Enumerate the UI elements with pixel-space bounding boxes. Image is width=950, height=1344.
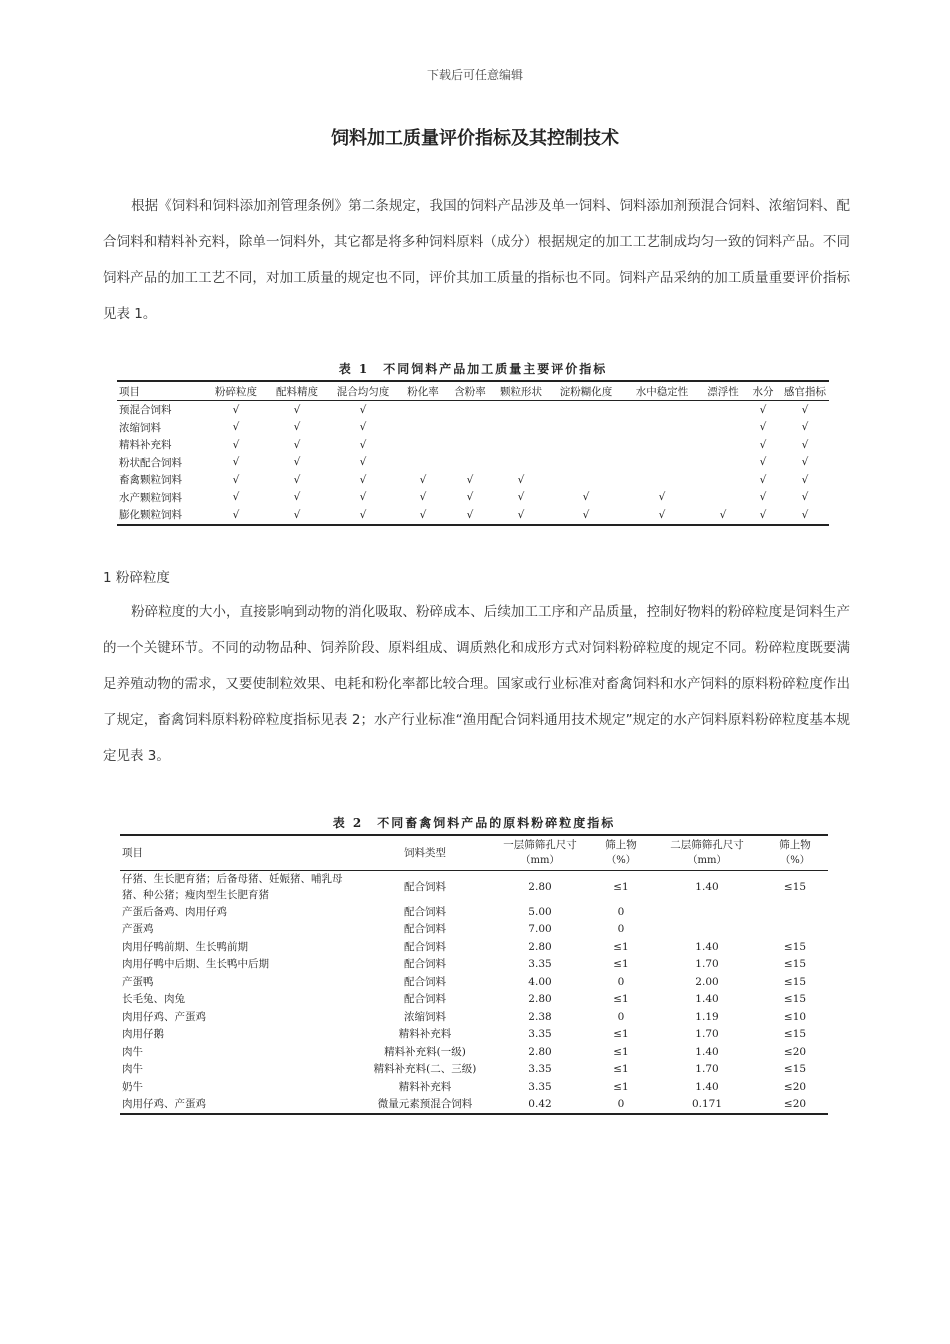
value-cell: [652, 903, 762, 921]
check-cell: √: [493, 506, 549, 525]
value-cell: 2.00: [695, 975, 719, 988]
check-cell: [701, 471, 745, 489]
value-cell: 配合饲料: [404, 940, 446, 953]
value-cell: 2.80: [528, 881, 552, 893]
row-label: 肉用仔鹅: [122, 1028, 164, 1041]
value-cell: 3.35: [528, 958, 552, 971]
value-cell: [762, 921, 828, 939]
check-cell: √: [801, 421, 809, 434]
particle-size-paragraph: [103, 594, 850, 774]
table-2: [120, 812, 828, 1115]
check-cell: [549, 436, 623, 454]
check-cell: √: [232, 438, 240, 451]
check-cell: [623, 401, 701, 419]
table-row: [120, 903, 828, 921]
value-cell: ≤1: [613, 993, 629, 1006]
value-cell: ≤15: [783, 881, 807, 893]
table-row: [120, 938, 828, 956]
row-label: 奶牛: [122, 1080, 143, 1093]
header-unit: （mm）: [687, 855, 727, 866]
value-cell: ≤1: [613, 1080, 629, 1093]
table-1-grid: [117, 380, 829, 526]
value-cell: 7.00: [528, 923, 552, 936]
check-cell: √: [447, 506, 493, 525]
table-row: [120, 973, 828, 991]
row-label: 肉牛: [122, 1063, 143, 1076]
table-row: [120, 1096, 828, 1115]
check-cell: √: [801, 438, 809, 451]
value-cell: ≤15: [783, 975, 807, 988]
value-cell: 5.00: [528, 905, 552, 918]
value-cell: 精料补充料: [398, 1028, 452, 1041]
value-cell: 精料补充料(一级): [384, 1045, 466, 1058]
check-cell: √: [582, 491, 590, 504]
table-row: [120, 956, 828, 974]
table-1-header-cell: 粉碎粒度: [205, 381, 267, 401]
row-label: 产蛋鸡: [122, 923, 154, 936]
check-cell: √: [658, 491, 666, 504]
table-2-grid: [120, 834, 828, 1115]
value-cell: ≤15: [783, 1063, 807, 1076]
value-cell: 3.35: [528, 1063, 552, 1076]
row-label: 畜禽颗粒饲料: [119, 474, 182, 487]
check-cell: √: [293, 438, 301, 451]
table-2-header-cell: [360, 835, 490, 871]
row-label: 膨化颗粒饲料: [117, 506, 205, 525]
table-1-header-cell: 混合均匀度: [327, 381, 399, 401]
row-label: 仔猪、生长肥育猪；后备母猪、妊娠猪、哺乳母猪、种公猪；瘦肉型生长肥育猪: [122, 873, 343, 901]
check-cell: √: [327, 506, 399, 525]
row-label: 水产颗粒饲料: [119, 491, 182, 504]
value-cell: 1.40: [695, 1080, 719, 1093]
check-cell: [493, 419, 549, 437]
table-1-caption: 表 1 不同饲料产品加工质量主要评价指标: [338, 362, 608, 376]
check-cell: √: [745, 506, 781, 525]
value-cell: 3.35: [528, 1080, 552, 1093]
check-cell: [399, 419, 447, 437]
value-cell: 3.35: [528, 1028, 552, 1041]
check-cell: √: [232, 491, 240, 504]
value-cell: 4.00: [528, 975, 552, 988]
value-cell: 1.19: [695, 1010, 719, 1023]
value-cell: 0: [617, 923, 625, 936]
check-cell: √: [419, 491, 427, 504]
value-cell: 2.80: [528, 1045, 552, 1058]
value-cell: ≤1: [613, 940, 629, 953]
page-title: 饲料加工质量评价指标及其控制技术: [331, 128, 619, 149]
intro-paragraph: [103, 188, 850, 332]
value-cell: 2.38: [528, 1010, 552, 1023]
value-cell: 配合饲料: [404, 905, 446, 918]
value-cell: 1.40: [695, 993, 719, 1006]
row-label: 肉用仔鸡、产蛋鸡: [120, 1096, 360, 1115]
table-row: [117, 471, 829, 489]
value-cell: 配合饲料: [404, 881, 446, 893]
value-cell: ≤15: [783, 940, 807, 953]
check-cell: √: [759, 473, 767, 486]
value-cell: ≤15: [783, 958, 807, 971]
check-cell: √: [549, 506, 623, 525]
table-1-header-cell: 漂浮性: [701, 381, 745, 401]
value-cell: ≤1: [613, 1028, 629, 1041]
check-cell: √: [517, 491, 525, 504]
check-cell: √: [701, 506, 745, 525]
table-2-header-row: [120, 835, 828, 871]
check-cell: [493, 436, 549, 454]
value-cell: 1.40: [695, 940, 719, 953]
value-cell: 0: [617, 975, 625, 988]
table-row: [120, 1026, 828, 1044]
table-2-header-cell: [762, 835, 828, 871]
header-label: 饲料类型: [404, 846, 446, 859]
check-cell: √: [759, 403, 767, 416]
value-cell: 配合饲料: [404, 958, 446, 971]
row-label: 产蛋后备鸡、肉用仔鸡: [122, 905, 227, 918]
check-cell: √: [205, 506, 267, 525]
header-label: 二层筛筛孔尺寸: [670, 839, 744, 851]
row-label: 产蛋鸭: [122, 975, 154, 988]
value-cell: [762, 903, 828, 921]
check-cell: [623, 454, 701, 472]
value-cell: ≤20: [762, 1096, 828, 1115]
table-row: [120, 1061, 828, 1079]
check-cell: [399, 436, 447, 454]
table-row: [120, 1078, 828, 1096]
value-cell: 0: [590, 1096, 652, 1115]
table-row: [117, 454, 829, 472]
row-label: 精料补充料: [119, 439, 172, 452]
check-cell: [701, 454, 745, 472]
header-label: 一层筛筛孔尺寸: [503, 839, 577, 851]
value-cell: ≤1: [613, 881, 629, 893]
table-1-header-cell: 感官指标: [781, 381, 829, 401]
table-2-header-cell: [120, 835, 360, 871]
table-row: [120, 871, 828, 904]
check-cell: [493, 401, 549, 419]
value-cell: 0: [617, 1010, 625, 1023]
check-cell: √: [781, 506, 829, 525]
value-cell: 0: [617, 905, 625, 918]
header-label: 筛上物: [605, 839, 637, 851]
row-label: 浓缩饲料: [119, 421, 161, 434]
value-cell: ≤15: [783, 1028, 807, 1041]
check-cell: √: [293, 456, 301, 469]
check-cell: √: [517, 473, 525, 486]
check-cell: [701, 419, 745, 437]
check-cell: [447, 436, 493, 454]
table-2-header-cell: [590, 835, 652, 871]
check-cell: √: [801, 456, 809, 469]
check-cell: [447, 419, 493, 437]
check-cell: √: [359, 421, 367, 434]
table-1-header-cell: 配料精度: [267, 381, 327, 401]
check-cell: √: [359, 403, 367, 416]
value-cell: ≤1: [613, 1045, 629, 1058]
check-cell: √: [293, 403, 301, 416]
table-1-header-cell: 水中稳定性: [623, 381, 701, 401]
check-cell: √: [232, 456, 240, 469]
check-cell: √: [267, 506, 327, 525]
check-cell: [623, 419, 701, 437]
row-label: 肉牛: [122, 1045, 143, 1058]
check-cell: √: [801, 403, 809, 416]
check-cell: √: [399, 506, 447, 525]
value-cell: 1.70: [695, 1028, 719, 1041]
check-cell: [549, 401, 623, 419]
value-cell: 配合饲料: [404, 993, 446, 1006]
value-cell: 1.70: [695, 1063, 719, 1076]
check-cell: √: [759, 491, 767, 504]
table-row: [117, 506, 829, 525]
row-label: 长毛兔、肉兔: [122, 993, 185, 1006]
check-cell: [623, 436, 701, 454]
check-cell: √: [466, 491, 474, 504]
row-label: 预混合饲料: [119, 404, 172, 417]
check-cell: [493, 454, 549, 472]
header-unit: （%）: [780, 855, 810, 866]
check-cell: [701, 436, 745, 454]
check-cell: √: [293, 491, 301, 504]
value-cell: 1.40: [695, 881, 719, 893]
header-label: 筛上物: [779, 839, 811, 851]
check-cell: [549, 419, 623, 437]
value-cell: 配合饲料: [404, 923, 446, 936]
check-cell: √: [232, 421, 240, 434]
check-cell: [623, 471, 701, 489]
value-cell: 配合饲料: [404, 975, 446, 988]
table-1-header-cell: 颗粒形状: [493, 381, 549, 401]
value-cell: 1.70: [695, 958, 719, 971]
check-cell: √: [232, 473, 240, 486]
table-1-body: [117, 401, 829, 525]
value-cell: ≤1: [613, 958, 629, 971]
table-row: [117, 401, 829, 419]
section-heading: 1 粉碎粒度: [103, 570, 170, 586]
check-cell: [701, 401, 745, 419]
header-unit: （mm）: [520, 855, 560, 866]
check-cell: √: [466, 473, 474, 486]
check-cell: √: [759, 421, 767, 434]
value-cell: 2.80: [528, 940, 552, 953]
header-unit: （%）: [606, 855, 636, 866]
table-row: [120, 991, 828, 1009]
table-row: [117, 489, 829, 507]
check-cell: [549, 454, 623, 472]
check-cell: [399, 454, 447, 472]
check-cell: √: [419, 473, 427, 486]
intro-text: 根据《饲料和饲料添加剂管理条例》第二条规定，我国的饲料产品涉及单一饲料、饲料添加剂预混合饲料、浓缩饲料、配合饲料和精料补充料，除单一饲料外，其它都是将多种饲料原料（成分）根据规定的加工工艺制成均匀一致的饲料产品。不同饲料产品的加工工艺不同，对加工质量的规定也不同，评价其加工质量的指标也不同。饲料产品采纳的加工质量重要评价指标见表 1。: [103, 198, 850, 322]
table-1-header-cell: 含粉率: [447, 381, 493, 401]
check-cell: √: [293, 421, 301, 434]
table-2-caption: 表 2 不同畜禽饲料产品的原料粉碎粒度指标: [332, 816, 616, 830]
value-cell: ≤15: [783, 993, 807, 1006]
check-cell: [447, 401, 493, 419]
check-cell: √: [359, 491, 367, 504]
check-cell: [447, 454, 493, 472]
table-row: [120, 921, 828, 939]
check-cell: √: [359, 438, 367, 451]
check-cell: √: [359, 473, 367, 486]
value-cell: 浓缩饲料: [404, 1010, 446, 1023]
table-2-body: [120, 871, 828, 1115]
check-cell: [701, 489, 745, 507]
value-cell: 0.171: [652, 1096, 762, 1115]
row-label: 肉用仔鸡、产蛋鸡: [122, 1010, 206, 1023]
value-cell: 微量元素预混合饲料: [360, 1096, 490, 1115]
table-row: [120, 1008, 828, 1026]
check-cell: √: [801, 473, 809, 486]
value-cell: ≤20: [783, 1045, 807, 1058]
value-cell: 精料补充料: [398, 1080, 452, 1093]
value-cell: 精料补充料(二、三级): [373, 1063, 477, 1076]
header-label: 项目: [122, 846, 143, 859]
row-label: 粉状配合饲料: [119, 456, 182, 469]
value-cell: 0.42: [490, 1096, 590, 1115]
check-cell: √: [232, 403, 240, 416]
check-cell: √: [359, 456, 367, 469]
particle-size-text: 粉碎粒度的大小，直接影响到动物的消化吸取、粉碎成本、后续加工工序和产品质量，控制好物料的粉碎粒度是饲料生产的一个关键环节。不同的动物品种、饲养阶段、原料组成、调质熟化和成形方式对饲料粉碎粒度的规定不同。粉碎粒度既要满足养殖动物的需求，又要使制粒效果、电耗和粉化率都比较合理。国家或行业标准对畜禽饲料和水产饲料的原料粉碎粒度作出了规定，畜禽饲料原料粉碎粒度指标见表 2；水产行业标准“渔用配合饲料通用技术规定”规定的水产饲料原料粉碎粒度基本规定见表 3。: [103, 604, 850, 764]
table-1-header-row: [117, 381, 829, 401]
value-cell: ≤20: [783, 1080, 807, 1093]
value-cell: 2.80: [528, 993, 552, 1006]
table-1: [117, 358, 829, 526]
check-cell: [399, 401, 447, 419]
value-cell: ≤10: [783, 1010, 807, 1023]
value-cell: [652, 921, 762, 939]
table-1-header-cell: 粉化率: [399, 381, 447, 401]
check-cell: √: [801, 491, 809, 504]
table-1-header-cell: 项目: [117, 381, 205, 401]
value-cell: 1.40: [695, 1045, 719, 1058]
table-row: [117, 436, 829, 454]
table-1-header-cell: 水分: [745, 381, 781, 401]
check-cell: √: [759, 456, 767, 469]
table-2-header-cell: [490, 835, 590, 871]
check-cell: √: [759, 438, 767, 451]
page-header: 下载后可任意编辑: [426, 68, 523, 82]
check-cell: [549, 471, 623, 489]
table-1-header-cell: 淀粉糊化度: [549, 381, 623, 401]
row-label: 肉用仔鸭前期、生长鸭前期: [122, 940, 248, 953]
table-row: [117, 419, 829, 437]
check-cell: √: [623, 506, 701, 525]
table-row: [120, 1043, 828, 1061]
check-cell: √: [293, 473, 301, 486]
table-2-header-cell: [652, 835, 762, 871]
value-cell: ≤1: [613, 1063, 629, 1076]
row-label: 肉用仔鸭中后期、生长鸭中后期: [122, 958, 269, 971]
